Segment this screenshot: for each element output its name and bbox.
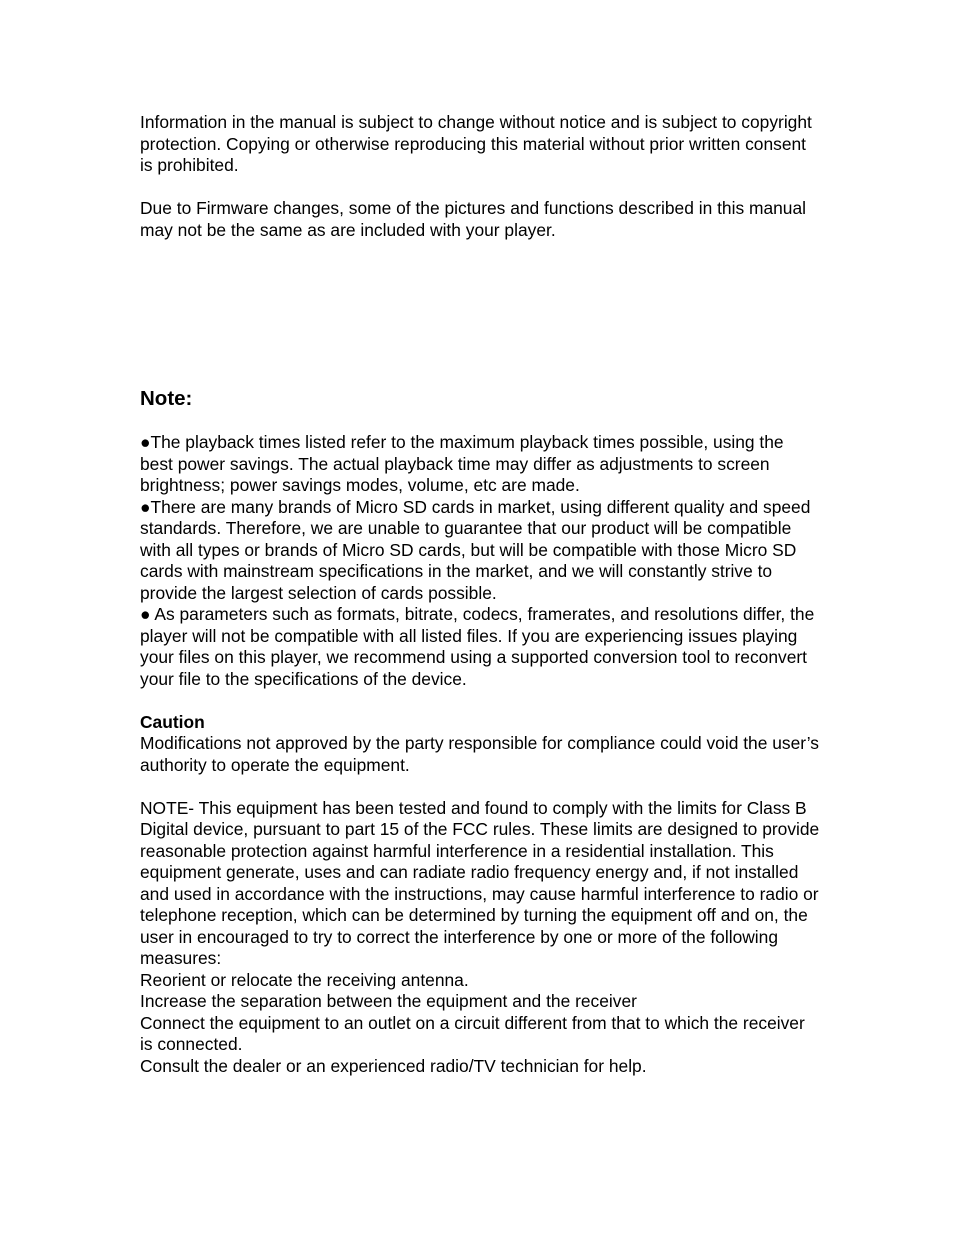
fcc-statement: NOTE- This equipment has been tested and found to comply with the limits for Class B Digital device, pursuant to part 15 of the FCC rules. These limits are designed to provide reasonable protection against harmful interference in a residential installation. This equipment generate, uses and can radiate radio frequency energy and, if not installed and used in accordance with the instructions, may cause harmful interference to radio or telephone reception, which can be determined by turning the equipment off and on, the user in encouraged to try to correct the interference by one or more of the following measures:: [140, 797, 820, 968]
fcc-measure-consult: Consult the dealer or an experienced radio/TV technician for help.: [140, 1055, 647, 1076]
document-page: [140, 112, 820, 1077]
fcc-measure-reorient: Reorient or relocate the receiving antenna.: [140, 969, 469, 990]
note-bullet-formats: ● As parameters such as formats, bitrate, codecs, framerates, and resolutions differ, the player will not be compatible with all listed files. If you are experiencing issues playing your files on this player, we recommend using a supported conversion tool to reconvert your file to the specifications of the device.: [140, 604, 815, 689]
caution-heading: Caution: [140, 711, 205, 732]
caution-text: Modifications not approved by the party responsible for compliance could void the user’s authority to operate the equipment.: [140, 733, 819, 775]
spacer: [140, 241, 820, 387]
note-bullet-sd-cards: ●There are many brands of Micro SD cards in market, using different quality and speed standards. Therefore, we are unable to guarantee that our product will be compatible with all types or brands of Micro SD cards, but will be compatible with those Micro SD cards with mainstream specifications in the market, and we will constantly strive to provide the largest selection of cards possible.: [140, 496, 811, 603]
note-bullet-playback: ●The playback times listed refer to the maximum playback times possible, using the best power savings. The actual playback time may differ as adjustments to screen brightness; power savings modes, volume, etc are made.: [140, 432, 784, 495]
spacer: [140, 776, 820, 798]
note-heading: Note:: [140, 387, 193, 410]
spacer: [140, 690, 820, 712]
fcc-measure-separation: Increase the separation between the equipment and the receiver: [140, 991, 637, 1011]
intro-paragraph-copyright: Information in the manual is subject to change without notice and is subject to copyright protection. Copying or otherwise reproducing this material without prior written consent is prohibited.: [140, 112, 812, 175]
intro-paragraph-firmware: Due to Firmware changes, some of the pictures and functions described in this manual may not be the same as are included with your player.: [140, 198, 807, 240]
fcc-measure-outlet: Connect the equipment to an outlet on a circuit different from that to which the receiver is connected.: [140, 1012, 805, 1054]
spacer: [140, 177, 820, 199]
